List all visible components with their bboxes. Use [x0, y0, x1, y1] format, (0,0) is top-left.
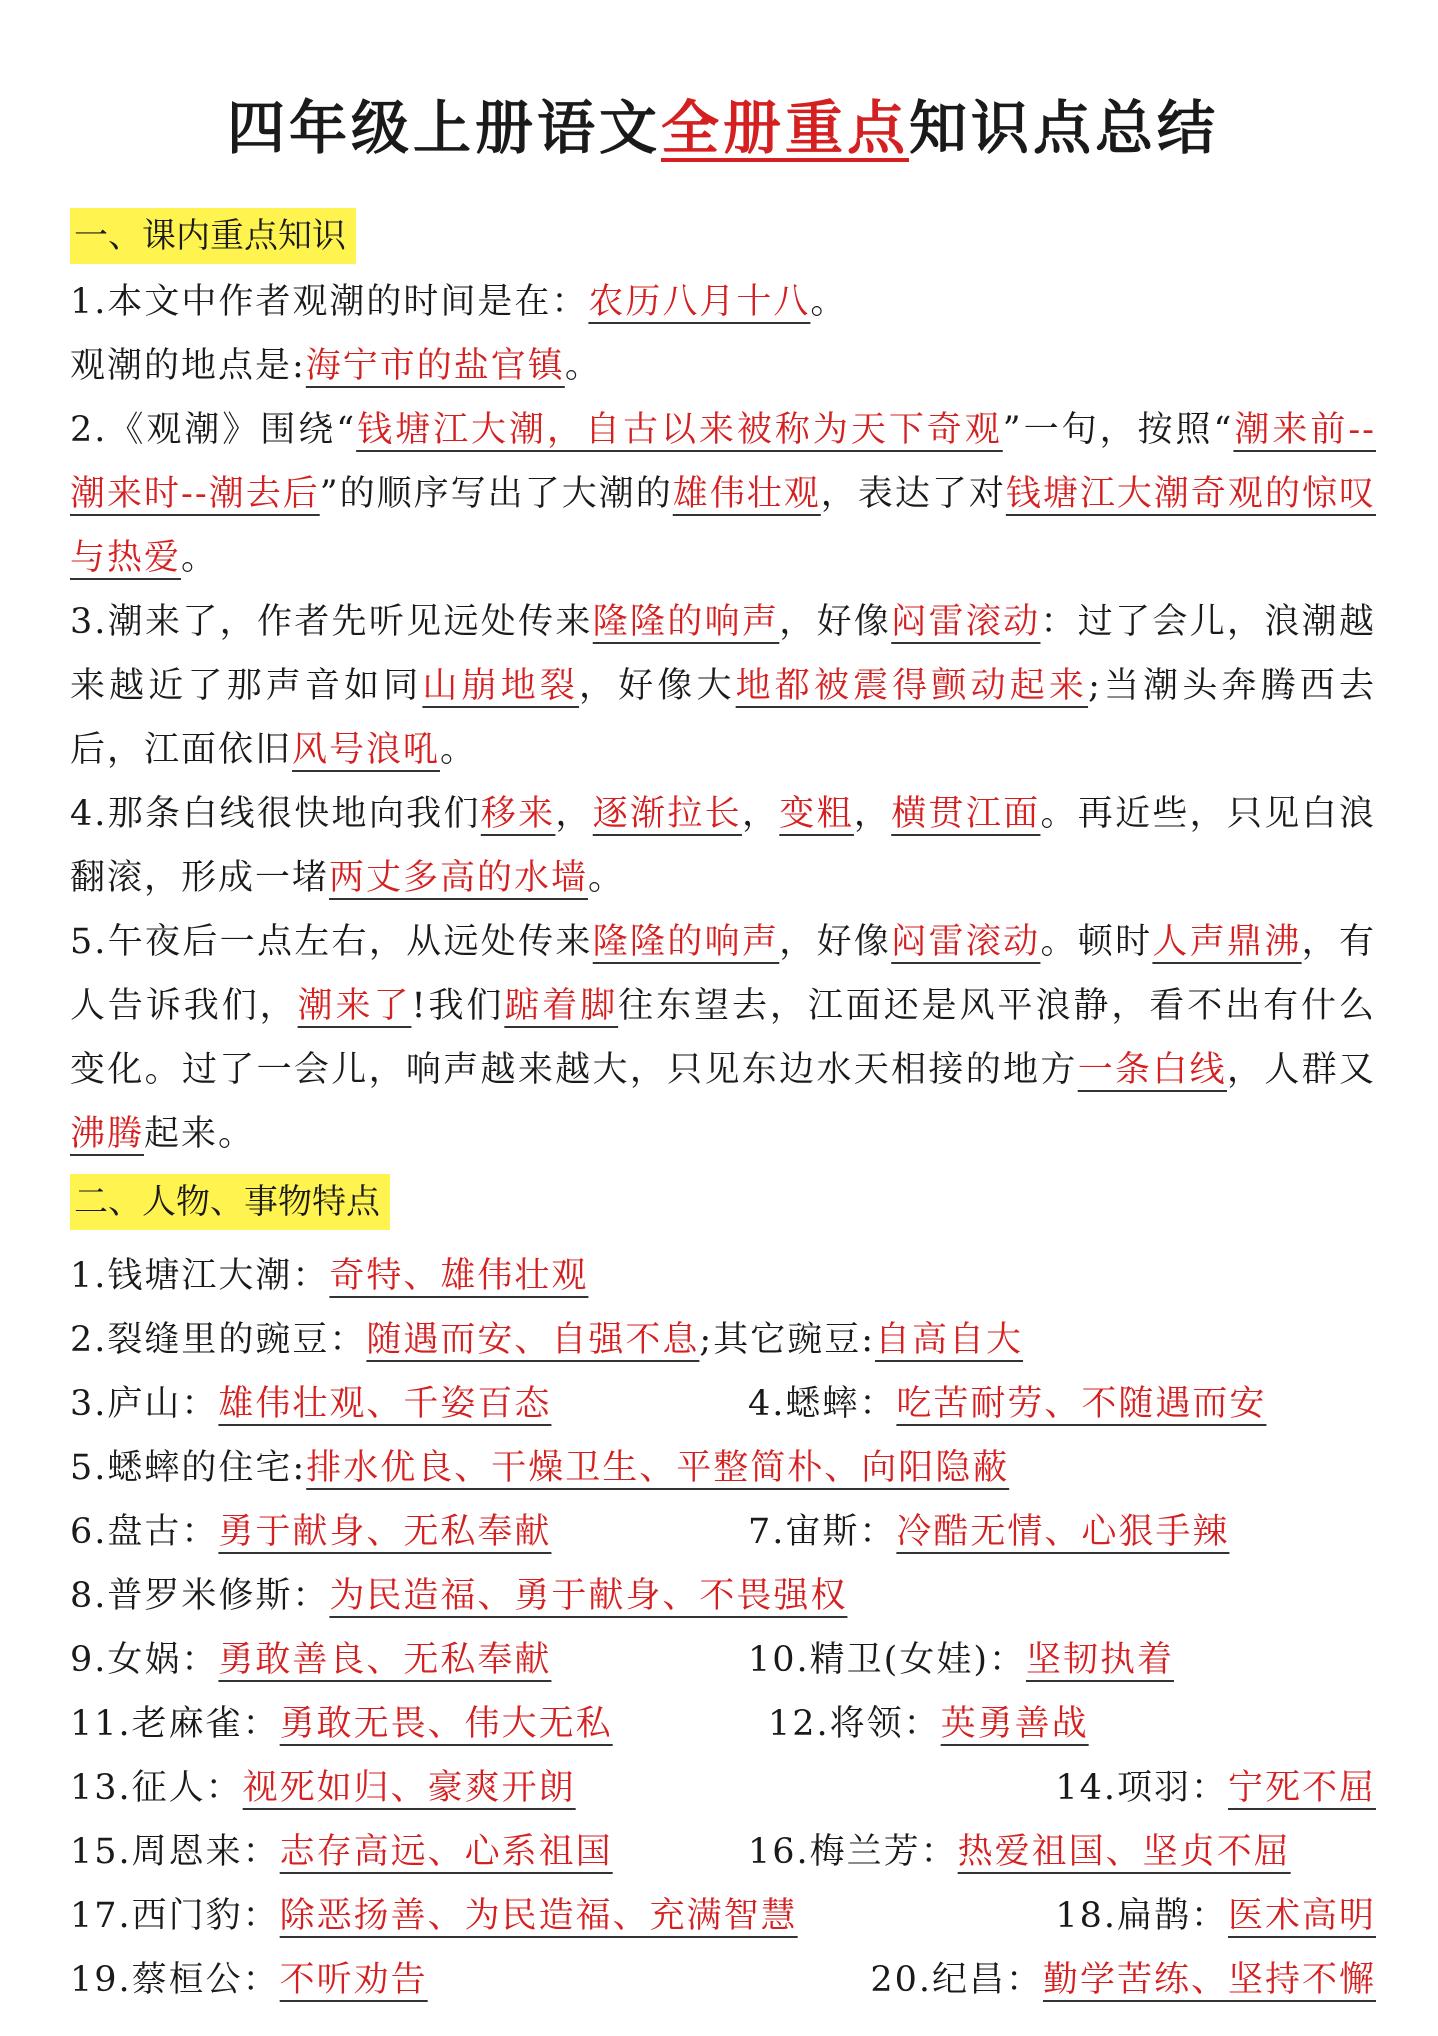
answer-text: 医术高明 — [1227, 1896, 1376, 1936]
text-segment: 9.女娲： — [70, 1640, 219, 1680]
trait-item — [70, 1244, 588, 1308]
answer-text: 奇特、雄伟壮观 — [329, 1256, 589, 1296]
text-segment: 。顿时 — [1040, 922, 1153, 962]
answer-text: 视死如归、豪爽开朗 — [242, 1768, 576, 1808]
answer-text: 吃苦耐劳、不随遇而安 — [896, 1384, 1267, 1424]
text-segment: ， — [853, 794, 892, 834]
answer-text: 变粗 — [779, 794, 854, 834]
text-segment: 4.那条白线很快地向我们 — [70, 794, 481, 834]
text-segment: 1.本文中作者观潮的时间是在： — [70, 282, 589, 322]
text-segment: 。 — [564, 346, 602, 386]
answer-text: 钱塘江大潮，自古以来被称为天下奇观 — [356, 410, 1003, 450]
answer-text: 勇于献身、无私奉献 — [218, 1512, 552, 1552]
answer-text: 隆隆的响声 — [592, 602, 780, 642]
text-segment: ：过了会儿，浪潮越来越近了那声音如同 — [70, 602, 1376, 706]
section-1-body — [70, 270, 1376, 1166]
text-segment: 11.老麻雀： — [70, 1704, 280, 1744]
text-segment: 2.《观潮》围绕“ — [70, 410, 357, 450]
text-segment: 15.周恩来： — [70, 1832, 280, 1872]
text-segment: 观潮的地点是: — [70, 346, 306, 386]
text-segment: 4.蟋蟀： — [748, 1384, 897, 1424]
text-segment: 。 — [181, 538, 219, 578]
answer-text: 雄伟壮观、千姿百态 — [218, 1384, 552, 1424]
paragraph — [70, 590, 1376, 782]
answer-text: 自高自大 — [875, 1320, 1024, 1360]
answer-text: 沸腾 — [70, 1114, 145, 1154]
text-segment: 往东望去，江面还是风平浪静，看不出有什么变化。过了一会儿，响声越来越大，只见东边水天相接的地方 — [70, 986, 1376, 1090]
text-segment: ，好像 — [779, 922, 892, 962]
trait-item — [748, 1820, 1291, 1884]
answer-text: 踮着脚 — [504, 986, 619, 1026]
text-segment: 19.蔡桓公： — [70, 1960, 280, 2000]
text-segment: 16.梅兰芳： — [748, 1832, 958, 1872]
text-segment: 5.蟋蟀的住宅: — [70, 1448, 307, 1488]
answer-text: 排水优良、干燥卫生、平整简朴、向阳隐蔽 — [306, 1448, 1010, 1488]
answer-text: 热爱祖国、坚贞不屈 — [957, 1832, 1291, 1872]
text-segment: ;当潮头奔腾西去后，江面依旧 — [70, 666, 1376, 770]
trait-item — [70, 1884, 798, 1948]
text-segment: !我们 — [411, 986, 505, 1026]
answer-text: 随遇而安、自强不息 — [366, 1320, 700, 1360]
text-segment: 。 — [440, 730, 478, 770]
answer-text: 隆隆的响声 — [592, 922, 780, 962]
text-segment: 18.扁鹊： — [1055, 1896, 1228, 1936]
answer-text: 钱塘江大潮奇观的惊叹与热爱 — [70, 474, 1376, 578]
answer-text: 冷酷无情、心狠手辣 — [896, 1512, 1230, 1552]
trait-row — [70, 1756, 1376, 1820]
text-segment: 2.裂缝里的豌豆： — [70, 1320, 367, 1360]
answer-text: 除恶扬善、为民造福、充满智慧 — [279, 1896, 798, 1936]
trait-item — [768, 1692, 1089, 1756]
answer-text: 勇敢无畏、伟大无私 — [279, 1704, 613, 1744]
answer-text: 勤学苦练、坚持不懈 — [1042, 1960, 1376, 2000]
text-segment: 1.钱塘江大潮： — [70, 1256, 330, 1296]
trait-row — [70, 1948, 1376, 2012]
text-segment: ，好像 — [779, 602, 892, 642]
trait-item — [70, 1372, 748, 1436]
trait-row — [70, 1692, 1376, 1756]
answer-text: 宁死不屈 — [1227, 1768, 1376, 1808]
answer-text: 坚韧执着 — [1025, 1640, 1174, 1680]
answer-text: 横贯江面 — [891, 794, 1041, 834]
answer-text: 英勇善战 — [940, 1704, 1089, 1744]
answer-text: 人声鼎沸 — [1152, 922, 1302, 962]
text-segment: ， — [741, 794, 780, 834]
answer-text: 勇敢善良、无私奉献 — [218, 1640, 552, 1680]
text-segment: 10.精卫(女娃)： — [748, 1640, 1026, 1680]
trait-item — [748, 1500, 1229, 1564]
spacer — [798, 1884, 1056, 1948]
trait-row — [70, 1436, 1376, 1500]
text-segment: 5.午夜后一点左右，从远处传来 — [70, 922, 593, 962]
spacer — [428, 1948, 871, 2012]
trait-row — [70, 1820, 1376, 1884]
section-2-body — [70, 1244, 1376, 2012]
answer-text: 志存高远、心系祖国 — [279, 1832, 613, 1872]
answer-text: 风号浪吼 — [292, 730, 441, 770]
text-segment: 起来。 — [144, 1114, 256, 1154]
answer-text: 逐渐拉长 — [592, 794, 742, 834]
answer-text: 不听劝告 — [279, 1960, 428, 2000]
text-segment: ;其它豌豆: — [699, 1320, 876, 1360]
trait-item — [70, 1564, 847, 1628]
answer-text: 移来 — [480, 794, 556, 834]
section-heading-2: 二、人物、事物特点 — [70, 1174, 390, 1230]
text-segment: ，有人告诉我们， — [70, 922, 1376, 1026]
title-post: 知识点总结 — [909, 94, 1220, 162]
paragraph — [70, 910, 1376, 1166]
answer-text: 雄伟壮观 — [672, 474, 821, 514]
trait-row — [70, 1308, 1376, 1372]
text-segment: 14.项羽： — [1055, 1768, 1228, 1808]
paragraph — [70, 782, 1376, 910]
text-segment: 17.西门豹： — [70, 1896, 280, 1936]
text-segment: 3.庐山： — [70, 1384, 219, 1424]
text-segment: ”的顺序写出了大潮的 — [319, 474, 673, 514]
answer-text: 山崩地裂 — [422, 666, 580, 706]
trait-row — [70, 1628, 1376, 1692]
trait-item — [70, 1820, 748, 1884]
trait-item — [70, 1756, 576, 1820]
text-segment: 20.纪昌： — [870, 1960, 1043, 2000]
spacer — [576, 1756, 1056, 1820]
trait-row — [70, 1372, 1376, 1436]
text-segment: ，好像大 — [579, 666, 736, 706]
trait-item — [70, 1692, 768, 1756]
answer-text: 潮来了 — [297, 986, 412, 1026]
text-segment: 13.征人： — [70, 1768, 243, 1808]
text-segment: 12.将领： — [768, 1704, 941, 1744]
paragraph — [70, 398, 1376, 590]
text-segment: ”一句，按照“ — [1002, 410, 1234, 450]
paragraph — [70, 270, 1376, 334]
trait-item — [870, 1948, 1376, 2012]
answer-text: 潮来前--潮来时--潮去后 — [70, 410, 1376, 514]
answer-text: 闷雷滚动 — [891, 922, 1041, 962]
answer-text: 农历八月十八 — [588, 282, 811, 322]
trait-item — [70, 1628, 748, 1692]
answer-text: 为民造福、勇于献身、不畏强权 — [329, 1576, 848, 1616]
trait-item — [70, 1948, 428, 2012]
title-highlight: 全册重点 — [660, 94, 909, 162]
trait-item — [748, 1628, 1174, 1692]
trait-row — [70, 1500, 1376, 1564]
text-segment: ， — [555, 794, 593, 834]
trait-item — [70, 1500, 748, 1564]
trait-item — [70, 1308, 1023, 1372]
answer-text: 两丈多高的水墙 — [329, 858, 589, 898]
text-segment: 3.潮来了，作者先听见远处传来 — [70, 602, 593, 642]
trait-item — [70, 1436, 1009, 1500]
text-segment: 。 — [810, 282, 848, 322]
text-segment: 7.宙斯： — [748, 1512, 897, 1552]
answer-text: 海宁市的盐官镇 — [305, 346, 565, 386]
text-segment: ，人群又 — [1227, 1050, 1376, 1090]
trait-row — [70, 1564, 1376, 1628]
text-segment: 8.普罗米修斯： — [70, 1576, 330, 1616]
paragraph — [70, 334, 1376, 398]
section-heading-1: 一、课内重点知识 — [70, 208, 356, 264]
answer-text: 闷雷滚动 — [891, 602, 1041, 642]
text-segment: 6.盘古： — [70, 1512, 219, 1552]
answer-text: 一条白线 — [1077, 1050, 1227, 1090]
text-segment: 。再近些，只见白浪翻滚，形成一堵 — [70, 794, 1376, 898]
trait-item — [1055, 1756, 1376, 1820]
trait-row — [70, 1244, 1376, 1308]
text-segment: ，表达了对 — [820, 474, 1006, 514]
answer-text: 地都被震得颤动起来 — [735, 666, 1089, 706]
trait-item — [1055, 1884, 1376, 1948]
title-pre: 四年级上册语文 — [226, 94, 661, 162]
page-title — [70, 88, 1376, 168]
trait-item — [748, 1372, 1266, 1436]
text-segment: 。 — [588, 858, 626, 898]
trait-row — [70, 1884, 1376, 1948]
